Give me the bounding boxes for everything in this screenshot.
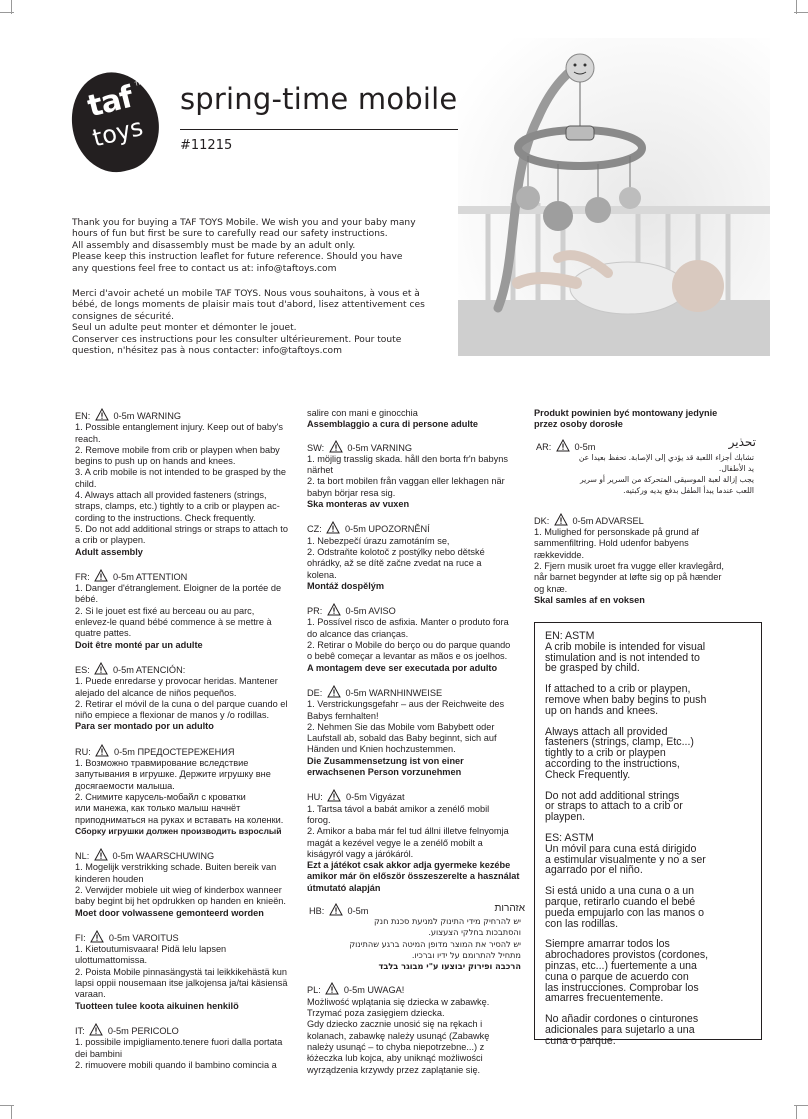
section-heading: 0-5m WAARSCHUWING — [112, 851, 215, 862]
text-line: If attached to a crib or playpen, — [545, 683, 691, 696]
text-line: lapsi oppii nousemaan itse jalkojensa ja/tai käsiensä — [75, 978, 288, 989]
text-line: Do not add additional strings — [545, 789, 680, 802]
text-line: 2. ta bort mobilen från vaggan eller lekhagen när — [307, 476, 505, 487]
section-pl-heading — [307, 982, 529, 996]
lang-code: FR: — [75, 571, 90, 582]
intro-line: Merci d'avoir acheté un mobile TAF TOYS. Nous vous souhaitons, à vous et à — [72, 289, 420, 299]
sun-toy-icon — [566, 54, 594, 82]
section-ru-heading — [75, 744, 303, 758]
hebrew-title: אזהרות — [494, 902, 525, 914]
text-line: salire con mani e ginocchia — [307, 408, 418, 418]
text-line: והסתבכות בחלקי הצעצוע. — [428, 927, 521, 938]
intro-line: hours of fun but first be sure to carefully read our safety instructions. — [72, 229, 388, 240]
text-line: Gdy dziecko zacznie unosić się na rękach i — [307, 1019, 483, 1030]
assembly-note: Assemblaggio a cura di persone adulte — [307, 419, 479, 430]
section-es-heading — [75, 662, 303, 676]
warning-triangle-icon — [329, 440, 343, 453]
lang-code: IT: — [75, 1025, 85, 1036]
warning-triangle-icon — [94, 569, 108, 582]
text-line: magát a kezével vegye le a zenélő mobilt a — [307, 837, 483, 848]
text-line: og knæ. — [534, 583, 568, 594]
assembly-note: Ska monteras av vuxen — [307, 499, 410, 510]
lang-code: AR: — [536, 441, 552, 452]
section-heading: 0-5m VARNING — [347, 442, 412, 453]
section-en-heading — [75, 408, 303, 422]
text-line: stimulation and is not intended to — [545, 651, 700, 664]
text-line: 1. Danger d'étranglement. Eloigner de la portée de — [75, 583, 282, 594]
text-line: досягаемости малыша. — [75, 780, 175, 791]
text-line: Un móvil para cuna está dirigido — [545, 842, 697, 855]
text-line: adicionales para sujetarlo a una — [545, 1023, 695, 1036]
text-line: Always attach all provided — [545, 725, 668, 738]
text-line: do alcance das crianças. — [307, 628, 409, 639]
assembly-note: przez osoby dorosłe — [534, 419, 623, 430]
text-line: 2. Nehmen Sie das Mobile vom Babybett oder — [307, 721, 495, 732]
warning-triangle-icon — [554, 513, 568, 526]
section-hb-heading — [307, 902, 529, 916]
text-line: cording to the instructions. Check frequently. — [75, 512, 256, 523]
text-line: łóżeczka lub kojca, aby uniknąć możliwości — [307, 1053, 483, 1064]
title-divider — [180, 129, 498, 130]
text-line: kolanach, zabawkę należy usunąć (Zabawkę — [307, 1030, 490, 1041]
text-line: sammenfiltring. Hold udenfor babyens — [534, 538, 689, 549]
text-line: 1. Verstrickungsgefahr – aus der Reichweite des — [307, 699, 505, 710]
section-heading: 0-5m — [347, 905, 369, 916]
arabic-text — [534, 452, 754, 497]
text-line: 1. möjlig trasslig skada. håll den borta fr'n babyns — [307, 453, 508, 464]
warning-triangle-icon — [94, 662, 108, 675]
text-line: 1. Mulighed for personskade på grund af — [534, 527, 699, 538]
text-line: ohrádky, až se dítě začne zvedat na ruce a — [307, 558, 482, 569]
intro-line: Seul un adulte peut monter et démonter le jouet. — [72, 323, 297, 334]
text-line: يجب إزالة لعبة الموسيقى المتحركة من السرير أو سرير — [579, 475, 754, 485]
assembly-note: amikor már ön először összeszerelte a használat — [307, 871, 520, 882]
warning-triangle-icon — [95, 744, 109, 757]
text-line: tightly to a crib or playpen — [545, 747, 666, 760]
text-line: o bebê começar a levantar as mãos e os joelhos. — [307, 651, 508, 662]
text-line: las instrucciones. Comprobar los — [545, 981, 699, 994]
text-line: 1. Possible entanglement injury. Keep out of baby's — [75, 422, 283, 433]
warning-triangle-icon — [327, 603, 341, 616]
assembly-note: הרכבה ופירוק יבוצעו ע"י מבוגר בלבד — [378, 961, 521, 972]
text-line: dei bambini — [75, 1048, 122, 1059]
crop-mark — [796, 1105, 797, 1119]
warning-triangle-icon — [327, 789, 341, 802]
warning-triangle-icon — [556, 439, 570, 452]
text-line: יש להרחיק מידי התינוק למניעת סכנת חנק — [374, 915, 521, 926]
text-line: wyrządzenia krzywdy przez zaplątanie się. — [307, 1064, 481, 1075]
warning-triangle-icon — [326, 521, 340, 534]
text-line: 2. Amikor a baba már fel tud állni illetve felnyomja — [307, 826, 509, 837]
text-line: 2. Retirar o Mobile do berço ou do parque quando — [307, 640, 511, 651]
text-line: 1. Kietoutumisvaara! Pidä lelu lapsen — [75, 944, 227, 955]
text-line: 1. Mogelijk verstrikking schade. Buiten bereik van — [75, 862, 277, 873]
section-de-heading — [307, 685, 529, 699]
lang-code: PR: — [307, 606, 323, 617]
assembly-note: Die Zusammensetzung ist von einer — [307, 755, 464, 766]
lang-code: ES: — [75, 664, 90, 675]
text-line: 2. Odstraňte kolotoč z postýlky nebo dětské — [307, 546, 485, 557]
text-line: приподниматься на руках и вставать на коленки. — [75, 814, 284, 825]
warnings-column-1 — [75, 408, 303, 1071]
text-line: No añadir cordones o cinturones — [545, 1013, 699, 1026]
lang-code: RU: — [75, 746, 91, 757]
lang-code: CZ: — [307, 524, 322, 535]
intro-line: Please keep this instruction leaflet for future reference. Should you have — [72, 252, 403, 263]
astm-en-header: EN: ASTM — [545, 630, 595, 642]
text-line: Si está unido a una cuna o a un — [545, 885, 695, 898]
text-line: enlevez-le quand bébé commence à se mettre à — [75, 617, 272, 628]
text-line: Możliwość wplątania się dziecka w zabawkę. — [307, 996, 490, 1007]
section-heading: 0-5m ПРЕДОСТЕРЕЖЕНИЯ — [113, 746, 235, 757]
hb-code-group — [309, 903, 368, 917]
text-line: Händen und Knien hochzustemmen. — [307, 744, 456, 755]
text-line: a estimular visualmente y no a ser — [545, 853, 706, 866]
text-line: baby begint bij het opdrukken op handen en knieën. — [75, 896, 286, 907]
text-line: 2. Poista Mobile pinnasängystä tai leikkikehästä kun — [75, 966, 287, 977]
intro-line: question, n'hésitez pas à nous contacter: info@taftoys.com — [72, 346, 342, 357]
section-heading: 0-5m — [574, 441, 596, 452]
text-line: 1. Possível risco de asfixia. Manter o produto fora — [307, 617, 509, 628]
warning-triangle-icon — [90, 930, 104, 943]
text-line: abrochadores provistos (cordones, — [545, 949, 709, 962]
assembly-note: Adult assembly — [75, 546, 143, 557]
text-line: fasteners (strings, clamp, Etc...) — [545, 736, 694, 749]
warnings-column-2 — [307, 408, 529, 1076]
intro-french — [72, 289, 425, 357]
text-line: forog. — [307, 814, 331, 825]
text-line: parque, retirarlo cuando el bebé — [545, 895, 696, 908]
text-line: 2. Remove mobile from crib or playpen when baby — [75, 444, 280, 455]
text-line: 2. Verwijder mobiele uit wieg of kinderbox wanneer — [75, 884, 282, 895]
text-line: cuna o parque. — [545, 1034, 616, 1047]
assembly-note: Ezt a játékot csak akkor adja gyermeke kezébe — [307, 860, 511, 871]
text-line: 1. possibile impigliamento.tenere fuori dalla portata — [75, 1037, 283, 1048]
warning-triangle-icon — [327, 685, 341, 698]
text-line: kinderen houden — [75, 873, 144, 884]
text-line: запутывания в игрушке. Держите игрушку вне — [75, 769, 271, 780]
lang-code: HB: — [309, 905, 325, 916]
text-line: Check Frequently. — [545, 768, 631, 781]
text-line: 3. A crib mobile is not intended to be grasped by the — [75, 467, 286, 478]
text-line: ulottumattomissa. — [75, 955, 147, 966]
text-line: når barnet begynder at løfte sig op på hænder — [534, 572, 722, 583]
text-line: child. — [75, 478, 97, 489]
product-photo — [458, 38, 770, 356]
assembly-note: Moet door volwassene gemonteerd worden — [75, 907, 264, 918]
arabic-title: تحذير — [728, 434, 756, 449]
section-heading: 0-5m AVISO — [345, 606, 396, 617]
section-heading: 0-5m ATTENTION — [112, 571, 188, 582]
text-line: 2. Retirar el móvil de la cuna o del parque cuando el — [75, 698, 288, 709]
crop-mark — [11, 0, 12, 14]
lang-code: FI: — [75, 932, 86, 943]
text-line: agarrado por el niño. — [545, 864, 643, 877]
text-line: begins to push up on hands and knees. — [75, 456, 236, 467]
logo-trademark: TM — [134, 80, 145, 88]
text-line: närhet — [307, 465, 334, 476]
assembly-note: erwachsenen Person vorzunehmen — [307, 767, 462, 778]
warnings-column-3 — [534, 408, 764, 606]
assembly-note: Doit être monté par un adulte — [75, 639, 203, 650]
assembly-note: Tuotteen tulee koota aikuinen henkilö — [75, 1000, 239, 1011]
intro-line: bébé, de longs moments de plaisir mais tout d'abord, lisez attentivement ces — [72, 300, 425, 311]
section-heading: 0-5m WARNHINWEISE — [345, 687, 443, 698]
text-line: מתחיל להתרומם על ידיו וברכיו. — [411, 949, 521, 960]
text-line: varaan. — [75, 989, 106, 1000]
crop-mark — [11, 1105, 12, 1119]
intro-english — [72, 218, 422, 275]
section-heading: 0-5m Vigyázat — [345, 792, 405, 803]
lang-code: NL: — [75, 851, 90, 862]
astm-warning-box — [534, 622, 762, 1047]
text-line: или манежа, как только малыш начнёт — [75, 803, 241, 814]
text-line: up on hands and knees. — [545, 704, 659, 717]
text-line: 4. Always attach all provided fasteners (strings, — [75, 490, 267, 501]
product-sku: #11215 — [180, 138, 233, 153]
text-line: 1. Возможно травмирование вследствие — [75, 758, 249, 769]
text-line: quatre pattes. — [75, 628, 132, 639]
text-line: 2. rimuovere mobili quando il bambino comincia a — [75, 1059, 277, 1070]
text-line: Babys fernhalten! — [307, 710, 379, 721]
section-heading: 0-5m UWAGA! — [343, 985, 405, 996]
text-line: Siempre amarrar todos los — [545, 938, 670, 951]
warning-triangle-icon — [325, 982, 339, 995]
section-heading: 0-5m VAROITUS — [108, 932, 179, 943]
section-hu-heading — [307, 789, 529, 803]
section-fi-heading — [75, 930, 303, 944]
intro-line: consignes de sécurité. — [72, 311, 175, 322]
text-line: 2. Снимите карусель-мобайл с кроватки — [75, 791, 246, 802]
text-line: 1. Tartsa távol a babát amikor a zenélő mobil — [307, 803, 490, 814]
text-line: con las rodillas. — [545, 917, 619, 930]
section-it-heading — [75, 1023, 303, 1037]
text-line: kiságyról vagy a járókáról. — [307, 848, 414, 859]
section-cz-heading — [307, 521, 529, 535]
astm-es-header: ES: ASTM — [545, 831, 594, 844]
section-sw-heading — [307, 440, 529, 454]
text-line: remove when baby begins to push — [545, 693, 707, 706]
assembly-note: Сборку игрушки должен производить взрослый — [75, 825, 282, 836]
assembly-note: Para ser montado por un adulto — [75, 721, 214, 732]
assembly-note: Skal samles af en voksen — [534, 594, 645, 605]
taf-toys-logo — [61, 63, 169, 181]
text-line: Trzymać poza zasięgiem dziecka. — [307, 1008, 445, 1019]
intro-line: Thank you for buying a TAF TOYS Mobile. We wish you and your baby many — [72, 218, 416, 228]
assembly-note: útmutató alapján — [307, 882, 381, 893]
lang-code: DK: — [534, 515, 550, 526]
section-dk-heading — [534, 513, 764, 527]
warning-triangle-icon — [329, 903, 343, 916]
text-line: 2. Fjern musik uroet fra vugge eller kravlegård, — [534, 560, 724, 571]
text-line: اللعب عندما يبدأ الطفل بدفع يديه وركبتيه. — [623, 486, 754, 496]
text-line: 2. Si le jouet est fixé au berceau ou au parc, — [75, 605, 255, 616]
text-line: according to the instructions, — [545, 757, 680, 770]
crib-rail — [458, 206, 770, 214]
text-line: cuna o parque de acuerdo con — [545, 970, 689, 983]
text-line: pinzas, etc...) fuertemente a una — [545, 959, 697, 972]
text-line: playpen. — [545, 811, 586, 824]
text-line: יש להסיר את המוצר מדופן המיטה ברגע שהתינוק — [349, 938, 521, 949]
logo-text-toys: toys — [89, 112, 146, 153]
lang-code: PL: — [307, 985, 321, 996]
intro-line: any questions feel free to contact us at: info@taftoys.com — [72, 263, 337, 274]
text-line: يد الأطفال. — [718, 463, 754, 473]
assembly-note: Montáž dospělým — [307, 580, 385, 591]
text-line: Laufstall ab, sobald das Baby beginnt, sich auf — [307, 733, 497, 744]
text-line: 1. Nebezpečí úrazu zamotáním se, — [307, 535, 450, 546]
assembly-note: Produkt powinien być montowany jedynie — [534, 408, 718, 418]
section-heading: 0-5m ATENCIÓN: — [112, 664, 186, 675]
lang-code: DE: — [307, 687, 323, 698]
text-line: babyn börjar resa sig. — [307, 487, 396, 498]
lang-code: EN: — [75, 411, 91, 421]
text-line: kolena. — [307, 569, 337, 580]
text-line: niño empiece a flexionar de manos y /o rodillas. — [75, 710, 270, 721]
text-line: alejado del alcance de niños pequeños. — [75, 687, 237, 698]
text-line: or straps to attach to a crib or — [545, 800, 683, 813]
section-fr-heading — [75, 569, 303, 583]
intro-line: All assembly and disassembly must be made by an adult only. — [72, 240, 356, 251]
text-line: a crib or playpen. — [75, 535, 146, 546]
crop-mark — [796, 0, 797, 14]
lang-code: SW: — [307, 442, 325, 453]
text-line: تشابك أجزاء اللعبة قد يؤدي إلى الإصابة. تحفظ بعيدا عن — [578, 452, 754, 462]
text-line: reach. — [75, 433, 101, 444]
section-heading: 0-5m ADVARSEL — [572, 515, 644, 526]
text-line: straps, clamps, etc.) tightly to a crib or playpen ac- — [75, 501, 280, 512]
warning-triangle-icon — [89, 1023, 103, 1036]
warning-triangle-icon — [95, 408, 109, 421]
text-line: 1. Puede enredarse y provocar heridas. Mantener — [75, 676, 278, 687]
text-line: bébé. — [75, 594, 98, 605]
text-line: rækkevidde. — [534, 549, 585, 560]
assembly-note: A montagem deve ser executada por adulto — [307, 662, 498, 673]
text-line: be grasped by child. — [545, 662, 640, 675]
section-ar-heading — [534, 434, 764, 452]
section-heading: 0-5m PERICOLO — [107, 1025, 179, 1036]
section-nl-heading — [75, 848, 303, 862]
text-line: 5. Do not add additional strings or straps to attach to — [75, 523, 288, 534]
text-line: A crib mobile is intended for visual — [545, 640, 706, 653]
text-line: amarres frecuentemente. — [545, 992, 664, 1005]
section-heading: 0-5m WARNING — [113, 411, 181, 421]
section-heading: 0-5m UPOZORNĚNÍ — [344, 524, 430, 535]
lang-code: HU: — [307, 792, 323, 803]
product-title: spring-time mobile — [180, 82, 458, 116]
ar-code-group — [536, 439, 595, 453]
logo-text-taf: taf — [84, 79, 136, 125]
text-line: pueda empujarlo con las manos o — [545, 906, 705, 919]
hebrew-text — [307, 916, 521, 972]
text-line: należy usunąć – to chyba niepotrzebne...) z — [307, 1041, 485, 1052]
warning-triangle-icon — [94, 848, 108, 861]
intro-line: Conserver ces instructions pour les consulter ultérieurement. Pour toute — [72, 334, 402, 345]
section-pr-heading — [307, 603, 529, 617]
